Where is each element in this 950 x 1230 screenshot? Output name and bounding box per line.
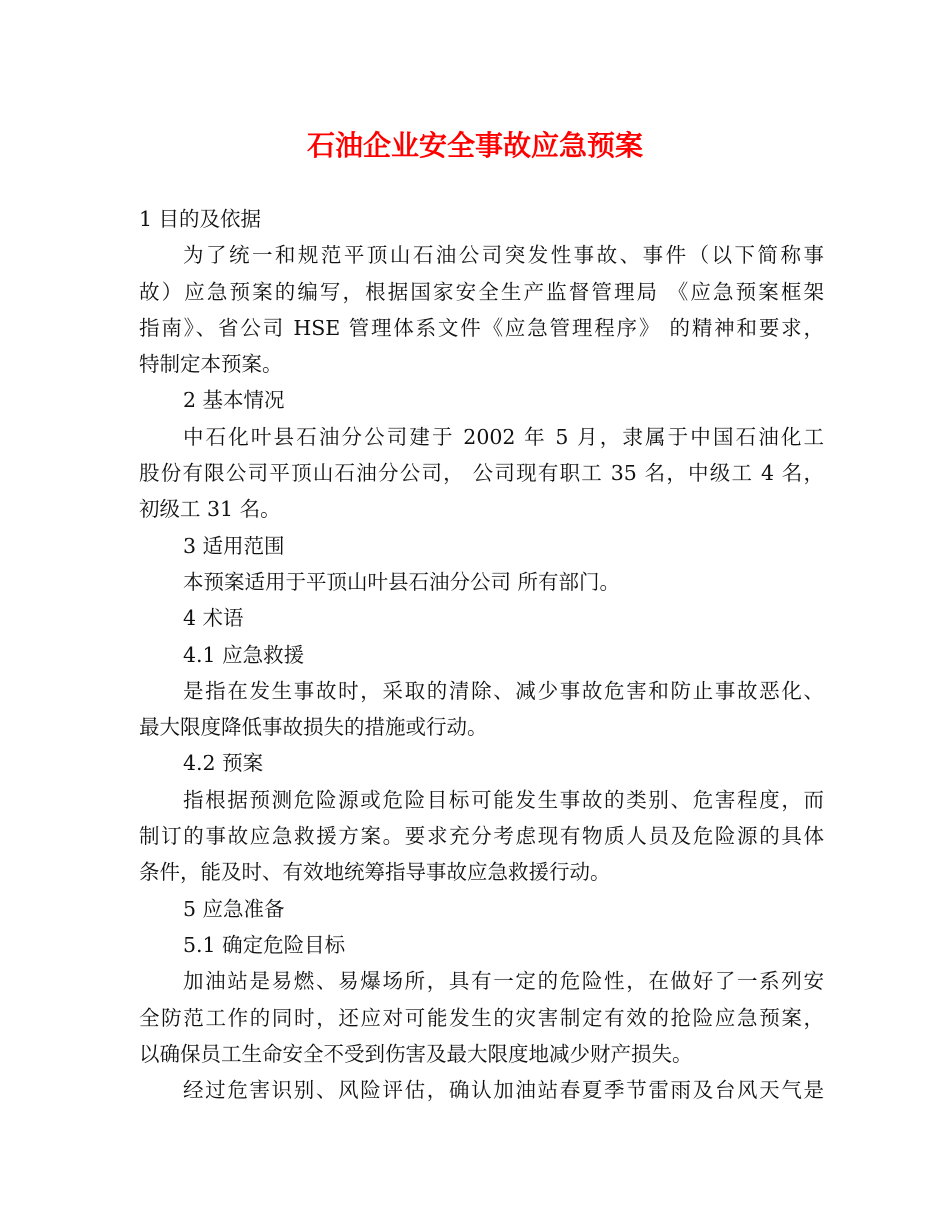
- text-line: 4.2 预案: [183, 751, 264, 776]
- text-line: 股份有限公司平顶山石油分公司， 公司现有职工 35 名，中级工 4 名，: [139, 461, 824, 486]
- text-line: 2 基本情况: [183, 388, 285, 413]
- text-line: 指根据预测危险源或危险目标可能发生事故的类别、危害程度，而: [183, 787, 824, 812]
- text-line: 最大限度降低事故损失的措施或行动。: [139, 715, 488, 740]
- text-line: 全防范工作的同时，还应对可能发生的灾害制定有效的抢险应急预案，: [139, 1005, 824, 1030]
- text-line: 是指在发生事故时，采取的清除、减少事故危害和防止事故恶化、: [183, 678, 824, 703]
- text-line: 特制定本预案。: [139, 352, 283, 377]
- text-line: 初级工 31 名。: [139, 497, 281, 522]
- text-line: 故）应急预案的编写，根据国家安全生产监督管理局 《应急预案框架: [139, 279, 824, 304]
- document-title: 石油企业安全事故应急预案: [306, 129, 643, 162]
- text-line: 制订的事故应急救援方案。要求充分考虑现有物质人员及危险源的具体: [139, 824, 824, 849]
- text-line: 指南》、省公司 HSE 管理体系文件《应急管理程序》 的精神和要求，: [139, 315, 824, 340]
- document-body: [139, 201, 824, 1108]
- text-line: 4 术语: [183, 606, 244, 631]
- text-line: 3 适用范围: [183, 533, 285, 558]
- text-line: 1 目的及依据: [139, 207, 262, 231]
- text-line: 4.1 应急救援: [183, 642, 305, 667]
- text-line: 5.1 确定危险目标: [183, 932, 346, 957]
- text-line: 中石化叶县石油分公司建于 2002 年 5 月，隶属于中国石油化工: [183, 424, 824, 449]
- text-line: 5 应急准备: [183, 896, 285, 921]
- text-line: 经过危害识别、风险评估，确认加油站春夏季节雷雨及台风天气是: [183, 1078, 824, 1103]
- text-line: 加油站是易燃、易爆场所，具有一定的危险性，在做好了一系列安: [183, 969, 824, 994]
- text-line: 本预案适用于平顶山叶县石油分公司 所有部门。: [183, 569, 621, 594]
- text-line: 为了统一和规范平顶山石油公司突发性事故、事件（以下简称事: [183, 243, 824, 268]
- text-line: 条件，能及时、有效地统筹指导事故应急救援行动。: [139, 860, 611, 885]
- text-line: 以确保员工生命安全不受到伤害及最大限度地减少财产损失。: [139, 1041, 693, 1066]
